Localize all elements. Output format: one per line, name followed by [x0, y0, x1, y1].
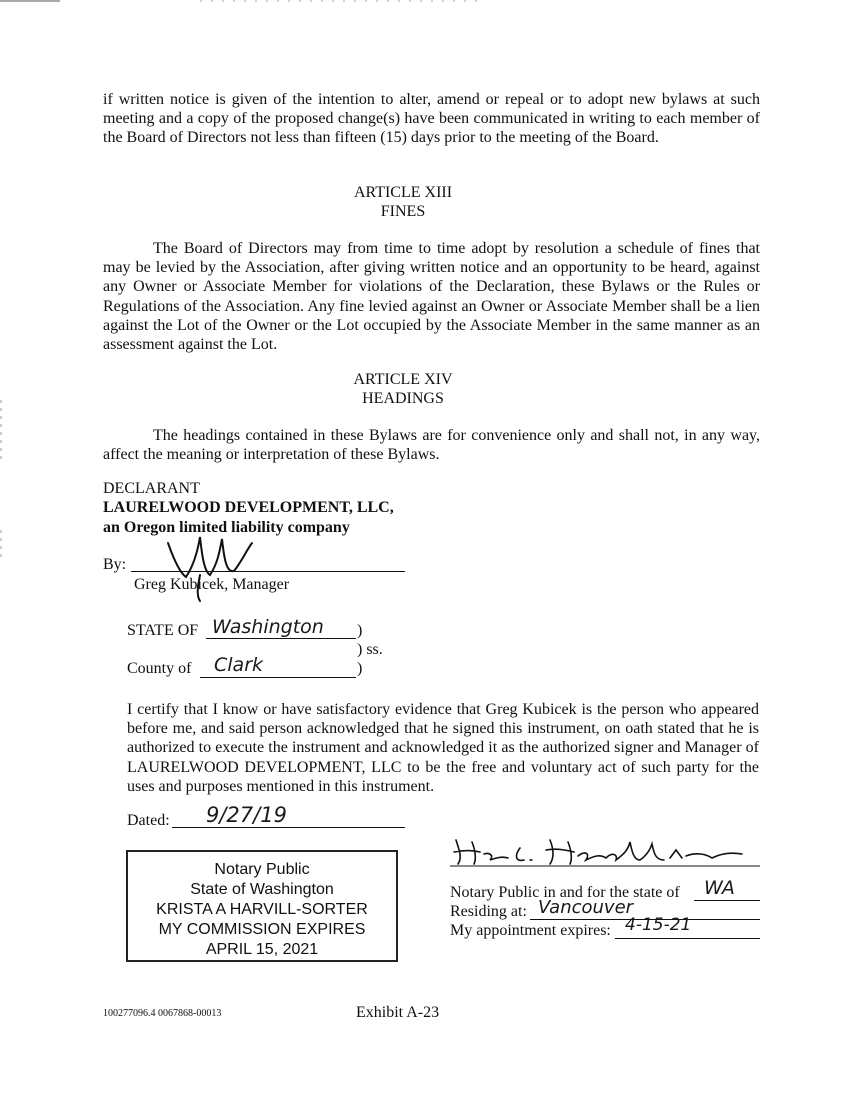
signer-name: Greg Kubicek, Manager: [134, 576, 290, 593]
county-label: County of: [127, 660, 192, 677]
scan-edge-marks: [0, 400, 4, 560]
dated-line: [172, 827, 405, 828]
notary-signature: [450, 832, 762, 868]
state-label: STATE OF: [127, 622, 199, 639]
county-paren: ): [357, 660, 363, 677]
ss-label: ) ss.: [357, 641, 383, 658]
county-value: Clark: [214, 654, 264, 676]
dated-label: Dated:: [127, 812, 170, 829]
article-13-body: The Board of Directors may from time to time adopt by resolution a schedule of fines that may be levied by the Association, after giving written notice and an opportunity to be heard, against any Owner or Associate Member for violations of the Declaration, these Bylaws or the Rules or Regulations of the Association. Any fine levied against an Owner or Associate Member shall be a lien against the Lot of the Owner or the Lot occupied by the Associate Member in the same manner as an assessment against the Lot.: [103, 240, 760, 354]
article-13-number: ARTICLE XIII: [353, 184, 453, 201]
article-13-title: FINES: [380, 203, 426, 220]
notary-stamp: [126, 850, 398, 962]
declarant-company-type: an Oregon limited liability company: [103, 519, 350, 536]
county-line: [200, 677, 356, 678]
stamp-line-5: APRIL 15, 2021: [205, 941, 319, 958]
exhibit-label: Exhibit A-23: [356, 1004, 440, 1021]
by-label: By:: [103, 556, 127, 573]
article-14-body: The headings contained in these Bylaws are for convenience only and shall not, in any way, affect the meaning or interpretation of these Bylaws.: [103, 427, 760, 464]
declarant-signature: [160, 515, 270, 605]
document-id: 100277096.4 0067868-00013: [103, 1008, 222, 1019]
residing-label: Residing at:: [450, 903, 527, 920]
stamp-line-2: State of Washington: [190, 881, 334, 898]
continuation-paragraph: if written notice is given of the intention to alter, amend or repeal or to adopt new bylaws at such meeting and a copy of the proposed change(s) have been communicated in writing to each member of the Board of Directors not less than fifteen (15) days prior to the meeting of the Board.: [103, 91, 760, 147]
stamp-line-1: Notary Public: [214, 861, 310, 878]
article-14-number: ARTICLE XIV: [353, 371, 453, 388]
stamp-line-4: MY COMMISSION EXPIRES: [158, 921, 366, 938]
notary-public-state: WA: [704, 877, 735, 899]
expires-value: 4-15-21: [625, 915, 692, 935]
notary-public-label: Notary Public in and for the state of: [450, 884, 680, 901]
state-paren: ): [357, 622, 363, 639]
residing-value: Vancouver: [538, 897, 634, 918]
declarant-company: LAURELWOOD DEVELOPMENT, LLC,: [103, 499, 394, 516]
expires-label: My appointment expires:: [450, 922, 611, 939]
stamp-line-3: KRISTA A HARVILL-SORTER: [156, 901, 368, 918]
state-line: [206, 638, 356, 639]
article-14-title: HEADINGS: [362, 390, 444, 407]
expires-line: [615, 938, 760, 939]
scan-artifact: [0, 0, 850, 2]
dated-value: 9/27/19: [206, 803, 287, 827]
declarant-label: DECLARANT: [103, 480, 200, 497]
notary-state-line: [694, 900, 760, 901]
certification-paragraph: I certify that I know or have satisfactory evidence that Greg Kubicek is the person who appeared before me, and said person acknowledged that he signed this instrument, on oath stated that he is authorized to execute the instrument and acknowledged it as the authorized signer and Manager of LAURELWOOD DEVELOPMENT, LLC to be the free and voluntary act of such party for the uses and purposes mentioned in this instrument.: [127, 701, 759, 795]
state-value: Washington: [212, 616, 324, 638]
